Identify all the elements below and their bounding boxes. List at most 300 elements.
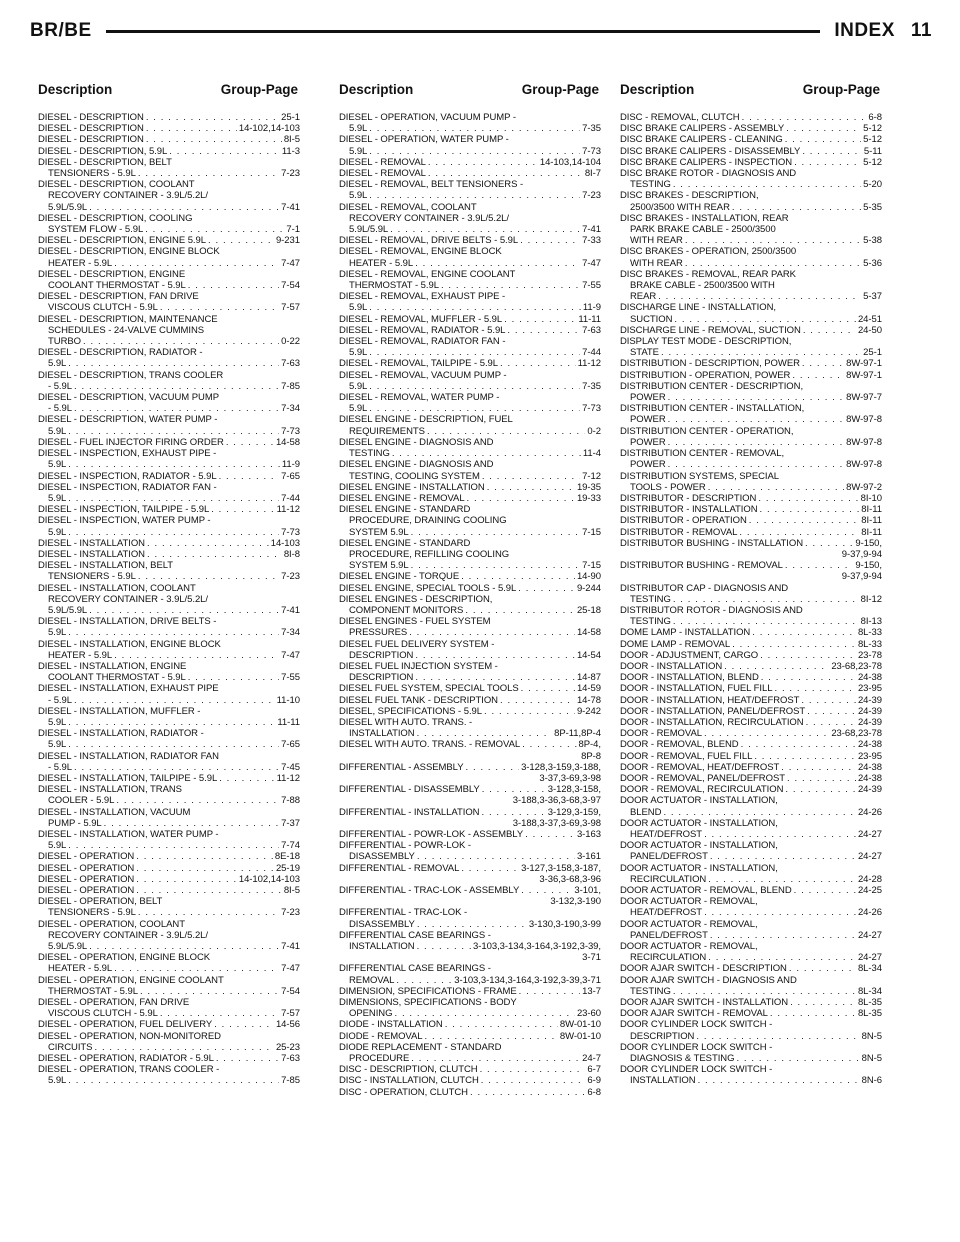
entry-page: 23-95 [857, 683, 882, 695]
entry-text: HEATER - 5.9L [349, 257, 414, 269]
entry-text: COOLANT THERMOSTAT - 5.9L [48, 280, 186, 292]
entry-text: BRAKE CABLE - 2500/3500 WITH [630, 280, 775, 292]
entry-text: DIESEL ENGINES - FUEL SYSTEM [339, 616, 491, 628]
entry-line [620, 504, 882, 515]
leader-dots [739, 527, 859, 538]
entry-line [620, 213, 882, 224]
entry-line [38, 627, 300, 638]
entry-line [339, 302, 601, 313]
leader-dots [522, 739, 576, 750]
index-entry [620, 493, 882, 504]
entry-line [620, 907, 882, 918]
entry-line [339, 605, 601, 616]
index-entry [38, 807, 300, 829]
entry-line [38, 258, 300, 269]
leader-dots [465, 605, 575, 616]
entry-page: 24-27 [857, 829, 882, 840]
leader-dots [785, 784, 856, 795]
entry-page: 24-38 [857, 772, 882, 784]
entry-line [620, 347, 882, 358]
entry-line [339, 493, 601, 504]
entry-text: DIESEL - DESCRIPTION, MAINTENANCE [38, 313, 218, 325]
entry-line [38, 146, 300, 157]
entry-line [339, 661, 601, 672]
entry-line [620, 392, 882, 403]
entry-text: SYSTEM FLOW - 5.9L [48, 224, 144, 236]
entry-line [620, 1053, 882, 1064]
index-entry [339, 963, 601, 985]
entry-page: 7-23 [281, 571, 300, 583]
entry-line [620, 246, 882, 257]
entry-text: - 5.9L [48, 694, 72, 706]
entry-line [38, 370, 300, 381]
entry-line [339, 325, 601, 336]
entry-text: DESCRIPTION [349, 672, 414, 684]
leader-dots [369, 302, 581, 313]
entry-text: DOOR ACTUATOR - INSTALLATION, [620, 795, 778, 807]
entry-line [620, 224, 882, 235]
index-entry [620, 997, 882, 1008]
entry-page-continuation [339, 874, 601, 885]
entry-text: DOOR CYLINDER LOCK SWITCH - [620, 1041, 773, 1053]
entry-line [38, 997, 300, 1008]
entry-text: DOOR ACTUATOR - REMOVAL, BLEND [620, 885, 792, 897]
entry-line [620, 280, 882, 291]
entry-line [339, 471, 601, 482]
entry-line [620, 112, 882, 123]
entry-line [38, 739, 300, 750]
leader-dots [802, 358, 844, 369]
leader-dots [760, 504, 860, 515]
entry-page: 14-103,14-104 [539, 156, 601, 168]
index-entry [38, 370, 300, 392]
leader-dots [411, 1053, 580, 1064]
entry-line [38, 963, 300, 974]
entry-text: TESTING [630, 616, 671, 628]
entry-line [620, 1042, 882, 1053]
entry-page: 24-39 [857, 694, 882, 706]
entry-text: DOOR - REMOVAL, HEAT/DEFROST [620, 761, 780, 773]
leader-dots [216, 1053, 279, 1064]
entry-line [38, 482, 300, 493]
entry-page: 8I-7 [584, 168, 601, 180]
leader-dots [390, 224, 580, 235]
leader-dots [785, 134, 861, 145]
leader-dots [758, 493, 858, 504]
entry-line [38, 168, 300, 179]
leader-dots [696, 1031, 859, 1042]
index-entry [38, 414, 300, 436]
entry-page: 7-55 [582, 280, 601, 292]
leader-dots [708, 874, 856, 885]
entry-line [339, 706, 601, 717]
entry-page: 5-11 [863, 145, 882, 157]
entry-line [38, 190, 300, 201]
leader-dots [146, 134, 282, 145]
leader-dots [219, 773, 274, 784]
leader-dots [673, 179, 861, 190]
index-entry [38, 437, 300, 448]
entry-line [38, 571, 300, 582]
leader-dots [785, 560, 853, 571]
index-entry [339, 930, 601, 964]
entry-text: DIESEL - INSPECTION, RADIATOR - 5.9L [38, 470, 217, 482]
leader-dots [519, 986, 581, 997]
entry-line [620, 739, 882, 750]
index-entry [38, 1019, 300, 1030]
entry-text: DIESEL ENGINE - DIAGNOSIS AND [339, 459, 494, 471]
entry-line [620, 459, 882, 470]
entry-text: RECOVERY CONTAINER - 3.9L/5.2L/ [349, 212, 510, 224]
entry-page: 11-9 [582, 302, 601, 314]
entry-text: DOOR CYLINDER LOCK SWITCH - [620, 1019, 773, 1031]
entry-page-continuation [339, 751, 601, 762]
entry-line [339, 134, 601, 145]
index-entry [339, 459, 601, 481]
entry-line [38, 683, 300, 694]
entry-line [38, 941, 300, 952]
entry-page: 9-244 [576, 582, 601, 594]
entry-line [620, 762, 882, 773]
entry-text: DOME LAMP - INSTALLATION [620, 627, 751, 639]
leader-dots [724, 661, 829, 672]
index-entry [620, 246, 882, 268]
entry-line [38, 269, 300, 280]
entry-line [38, 795, 300, 806]
entry-text: 5.9L/5.9L [48, 201, 88, 213]
index-entry [620, 941, 882, 963]
entry-page: 14-90 [576, 571, 601, 583]
entry-text: DIESEL - REMOVAL, EXHAUST PIPE - [339, 291, 506, 303]
entry-page: 8L-35 [857, 1008, 882, 1020]
index-entry [620, 773, 882, 784]
leader-dots [704, 907, 856, 918]
entry-line [620, 627, 882, 638]
entry-page: 5-12 [863, 156, 882, 168]
entry-page-continuation [339, 896, 601, 907]
entry-page: 3-127,3-158,3-187, [521, 862, 601, 874]
entry-text: SYSTEM 5.9L [349, 526, 409, 538]
entry-line [620, 538, 882, 549]
entry-line [38, 907, 300, 918]
entry-line [38, 224, 300, 235]
index-entry [38, 1031, 300, 1053]
entry-page: 9-242 [576, 705, 601, 717]
index-entry [620, 381, 882, 403]
leader-dots [428, 157, 538, 168]
entry-text: - 5.9L [48, 380, 72, 392]
index-entry [620, 751, 882, 762]
index-entry [38, 134, 300, 145]
entry-text: DIESEL ENGINE - STANDARD [339, 537, 471, 549]
entry-text: RECOVERY CONTAINER - 3.9L/5.2L/ [48, 190, 209, 202]
entry-line [339, 168, 601, 179]
entry-line [339, 403, 601, 414]
entry-line [620, 482, 882, 493]
entry-line [620, 336, 882, 347]
entry-text: DIESEL ENGINES - DESCRIPTION, [339, 593, 493, 605]
entry-line [620, 471, 882, 482]
entry-text: DISC - OPERATION, CLUTCH [339, 1086, 468, 1098]
entry-line [339, 179, 601, 190]
entry-page: 8W-97-1 [846, 369, 882, 381]
index-entry [38, 728, 300, 750]
entry-text: DOOR - INSTALLATION, HEAT/DEFROST [620, 694, 800, 706]
entry-page: 8W-01-10 [559, 1030, 601, 1042]
entry-page: 8I-11 [861, 504, 882, 516]
leader-dots [104, 818, 280, 829]
leader-dots [138, 168, 279, 179]
index-entry [339, 840, 601, 862]
leader-dots [169, 146, 280, 157]
entry-text: DIESEL - DESCRIPTION, FAN DRIVE [38, 291, 199, 303]
leader-dots [146, 112, 279, 123]
entry-line [38, 773, 300, 784]
index-entry [38, 504, 300, 515]
index-entry [38, 885, 300, 896]
entry-line [620, 874, 882, 885]
entry-line [620, 146, 882, 157]
column-heading [620, 82, 880, 97]
entry-page: 7-45 [281, 761, 300, 773]
leader-dots [708, 952, 856, 963]
entry-line [339, 650, 601, 661]
entry-text: REMOVAL [349, 974, 395, 986]
index-entry [339, 571, 601, 582]
entry-line [620, 594, 882, 605]
entry-page: 25-1 [281, 112, 300, 123]
index-entry [38, 863, 300, 874]
entry-line [38, 818, 300, 829]
entry-line [339, 807, 601, 818]
entry-text: 5.9L [48, 627, 67, 639]
entry-line [339, 336, 601, 347]
entry-text: DIFFERENTIAL - ASSEMBLY [339, 761, 464, 773]
entry-line [620, 560, 882, 571]
entry-line [339, 784, 601, 795]
leader-dots [781, 762, 856, 773]
entry-page: 11-12 [276, 504, 300, 516]
entry-line [38, 1064, 300, 1075]
entry-page: 11-11 [277, 716, 300, 728]
index-entry [620, 661, 882, 672]
entry-line [620, 639, 882, 650]
entry-line [339, 347, 601, 358]
entry-text: RECIRCULATION [630, 873, 707, 885]
index-entry [38, 269, 300, 291]
entry-page: 24-39 [857, 784, 882, 796]
entry-text: DISC - REMOVAL, CLUTCH [620, 112, 740, 123]
entry-line [620, 190, 882, 201]
entry-text: DIESEL - OPERATION [38, 873, 135, 885]
entry-text: DIESEL FUEL INJECTION SYSTEM - [339, 660, 498, 672]
entry-text: DIESEL - OPERATION [38, 885, 135, 897]
entry-page: 8I-8 [283, 548, 300, 560]
entry-text: DOOR - INSTALLATION, RECIRCULATION [620, 716, 804, 728]
entry-text: DIESEL - REMOVAL, BELT TENSIONERS - [339, 179, 524, 191]
entry-page: 7-73 [281, 526, 300, 538]
entry-page: 5-20 [863, 179, 882, 191]
index-entry [620, 818, 882, 840]
entry-text: DOOR AJAR SWITCH - DIAGNOSIS AND [620, 974, 797, 986]
entry-line [38, 1075, 300, 1086]
leader-dots [770, 1008, 856, 1019]
entry-text: DISTRIBUTION - OPERATION, POWER [620, 369, 791, 381]
leader-dots [786, 123, 861, 134]
entry-text: DIFFERENTIAL - POWR-LOK - [339, 840, 471, 852]
entry-line [620, 975, 882, 986]
entry-line [38, 784, 300, 795]
index-entry [620, 213, 882, 247]
entry-page: 3-103,3-134,3-164,3-192,3-39,3-71 [454, 974, 601, 986]
entry-page: 3-130,3-190,3-99 [528, 918, 601, 930]
entry-text: COOLER - 5.9L [48, 795, 115, 807]
index-entry [620, 448, 882, 470]
leader-dots [415, 258, 580, 269]
entry-line [38, 325, 300, 336]
entry-line [620, 291, 882, 302]
leader-dots [792, 370, 844, 381]
index-entry [38, 179, 300, 213]
leader-dots [211, 504, 274, 515]
entry-text: DISASSEMBLY [349, 851, 415, 863]
leader-dots [136, 851, 273, 862]
entry-text: DISC - INSTALLATION, CLUTCH [339, 1075, 479, 1087]
entry-text: DIFFERENTIAL CASE BEARINGS - [339, 929, 491, 941]
leader-dots [736, 1053, 859, 1064]
entry-line [620, 851, 882, 862]
index-entry [38, 616, 300, 638]
index-entry [339, 482, 601, 493]
entry-text: DIESEL - INSTALLATION, TAILPIPE - 5.9L [38, 772, 218, 784]
leader-dots [521, 683, 575, 694]
entry-line [38, 751, 300, 762]
entry-line [38, 885, 300, 896]
index-entry [339, 661, 601, 683]
index-entry [339, 112, 601, 134]
index-entry [620, 325, 882, 336]
entry-text: REQUIREMENTS [349, 425, 425, 437]
entry-text: DOOR - REMOVAL, RECIRCULATION [620, 784, 784, 796]
entry-line [620, 728, 882, 739]
entry-text: DISC BRAKES - REMOVAL, REAR PARK [620, 268, 796, 280]
heading-group-page: Group-Page [802, 82, 880, 97]
entry-page: 7-63 [281, 1053, 300, 1065]
leader-dots [369, 146, 580, 157]
leader-dots [427, 426, 585, 437]
entry-text: DIFFERENTIAL - DISASSEMBLY [339, 784, 480, 796]
entry-page: 7-15 [582, 526, 601, 538]
entry-page: 3-37,3-69,3-98 [539, 772, 601, 784]
entry-page: 6-8 [868, 112, 882, 123]
entry-text: DISTRIBUTOR ROTOR - DIAGNOSIS AND [620, 604, 803, 616]
entry-page: 11-11 [578, 313, 601, 325]
entry-text: DIESEL - OPERATION, VACUUM PUMP - [339, 112, 516, 123]
entry-line [339, 527, 601, 538]
index-entry [38, 784, 300, 806]
entry-line [620, 650, 882, 661]
entry-page: 5-12 [863, 134, 882, 146]
entry-page: 8I-11 [861, 515, 882, 527]
entry-text: - 5.9L [48, 403, 72, 415]
entry-text: DIESEL - DESCRIPTION, ENGINE BLOCK [38, 246, 220, 258]
entry-line [339, 583, 601, 594]
index-entry [339, 986, 601, 997]
index-entry [620, 728, 882, 739]
index-entry [620, 695, 882, 706]
entry-page: 7-47 [281, 649, 300, 661]
entry-text: DOOR ACTUATOR - INSTALLATION, [620, 840, 778, 852]
leader-dots [136, 863, 274, 874]
index-entry [620, 739, 882, 750]
entry-page: 5-38 [863, 235, 882, 247]
entry-line [339, 840, 601, 851]
entry-line [339, 426, 601, 437]
entry-page: 19-35 [576, 481, 601, 493]
entry-text: DIESEL FUEL DELIVERY SYSTEM - [339, 638, 495, 650]
entry-page: 8I-13 [860, 616, 882, 628]
index-entry [38, 538, 300, 549]
entry-text: DIODE REPLACEMENT - STANDARD [339, 1041, 502, 1053]
entry-text: DIODE - REMOVAL [339, 1030, 423, 1042]
index-entry [339, 807, 601, 829]
entry-page: 3-103,3-134,3-164,3-192,3-39, [473, 941, 601, 953]
index-entry [339, 493, 601, 504]
entry-text: DIFFERENTIAL - POWR-LOK - ASSEMBLY [339, 829, 524, 840]
entry-line [38, 347, 300, 358]
index-entry [38, 975, 300, 997]
entry-line [339, 829, 601, 840]
index-entry [38, 213, 300, 235]
entry-text: PANEL/DEFROST [630, 851, 708, 863]
entry-text: DIESEL - INSTALLATION, TRANS [38, 784, 182, 796]
entry-line [620, 885, 882, 896]
entry-text: DOOR ACTUATOR - REMOVAL, [620, 918, 758, 930]
entry-page: 14-102,14-103 [238, 123, 300, 135]
leader-dots [89, 941, 279, 952]
entry-line [620, 325, 882, 336]
entry-page: 3-101, [574, 885, 601, 897]
leader-dots [525, 829, 575, 840]
entry-line [620, 1075, 882, 1086]
entry-text: DIESEL - INSTALLATION, BELT [38, 560, 174, 572]
entry-line [38, 549, 300, 560]
entry-page-continuation [339, 773, 601, 784]
entry-line [339, 515, 601, 526]
entry-page: 8I-12 [860, 593, 882, 605]
entry-page: 7-41 [281, 941, 300, 953]
entry-text: POWER [630, 459, 666, 471]
entry-line [339, 717, 601, 728]
index-entry [620, 504, 882, 515]
entry-page: 14-56 [275, 1019, 300, 1031]
leader-dots [481, 1075, 586, 1086]
entry-line [339, 560, 601, 571]
entry-page: 9-231 [275, 235, 300, 247]
index-entry [38, 146, 300, 157]
entry-page: 3-188,3-37,3-69,3-98 [512, 817, 601, 829]
leader-dots [482, 784, 546, 795]
index-entry [339, 1075, 601, 1086]
index-entry [620, 157, 882, 168]
entry-page: 8W-01-10 [559, 1019, 601, 1031]
entry-line [38, 863, 300, 874]
index-entry [38, 246, 300, 268]
entry-line [339, 919, 601, 930]
entry-line [620, 605, 882, 616]
entry-text: DIESEL ENGINE - STANDARD [339, 504, 471, 516]
entry-line [38, 919, 300, 930]
